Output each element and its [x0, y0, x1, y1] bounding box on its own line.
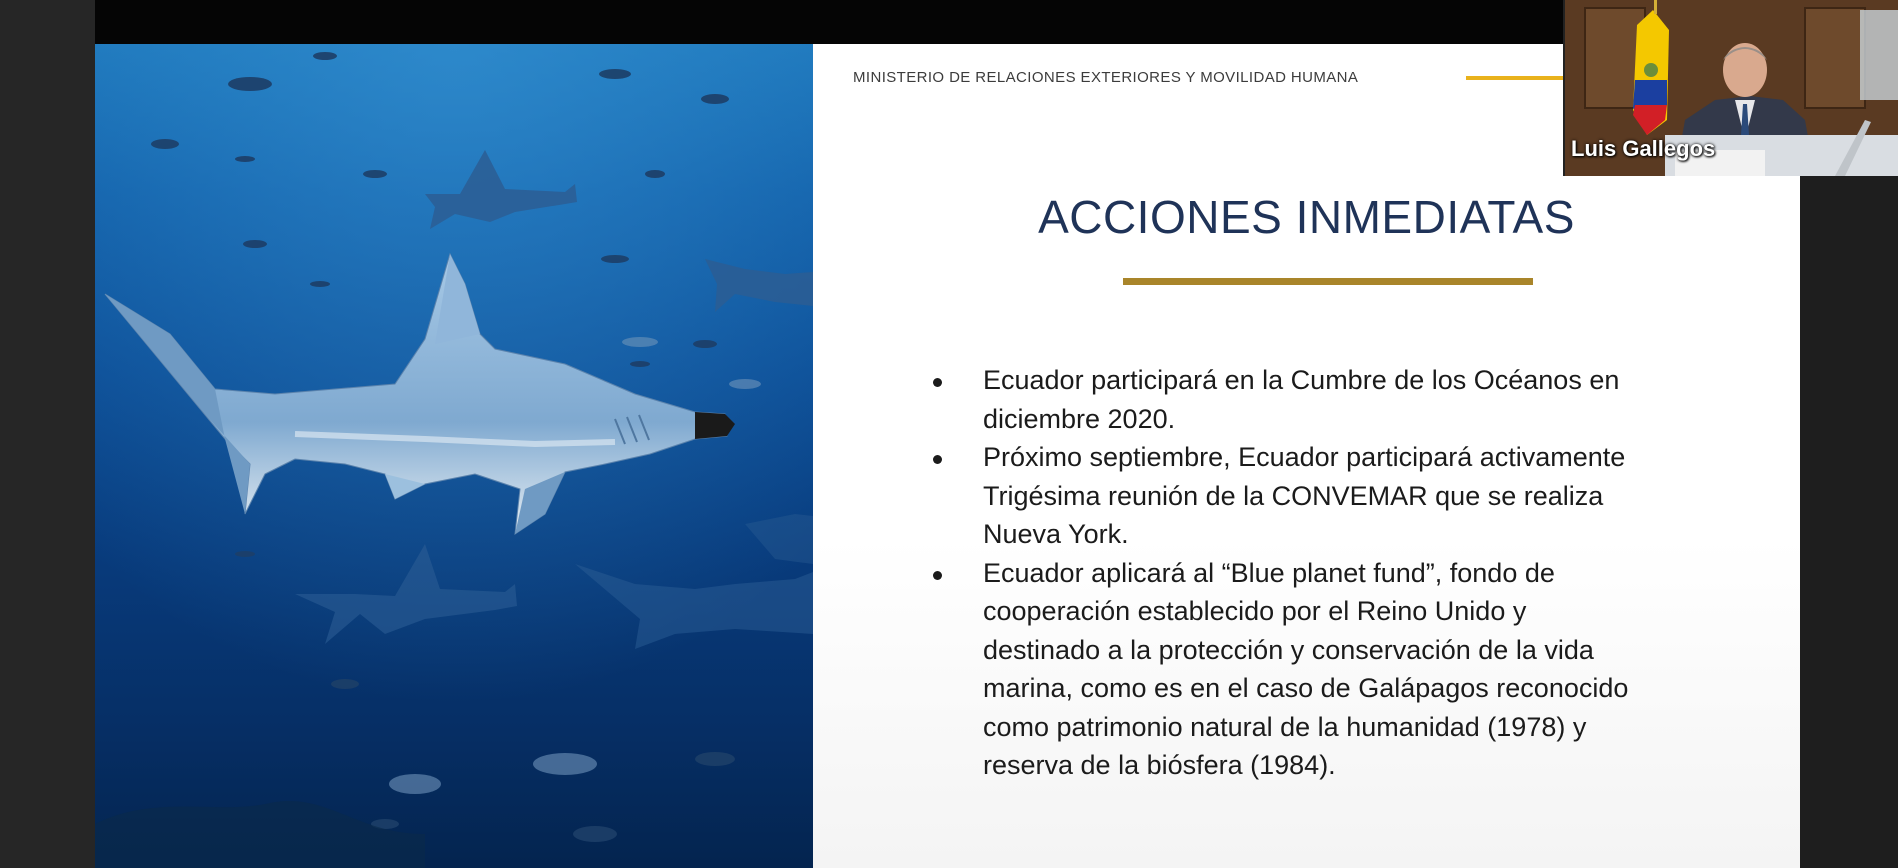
presentation-slide: [95, 44, 1800, 868]
bullet-dot-icon: [933, 378, 942, 387]
title-underline: [1123, 278, 1533, 285]
bullet-dot-icon: [933, 571, 942, 580]
shark-illustration: [95, 44, 813, 868]
bullet-text: Próximo septiembre, Ecuador participará activamente Trigésima reunión de la CONVEMAR que se realiza Nueva York.: [983, 442, 1626, 549]
ministry-header: MINISTERIO DE RELACIONES EXTERIORES Y MOVILIDAD HUMANA: [853, 69, 1359, 86]
bullet-item: [933, 438, 1793, 554]
bullet-list: [933, 361, 1793, 785]
bullet-text: Ecuador participará en la Cumbre de los Océanos en diciembre 2020.: [983, 365, 1620, 434]
header-accent-line: [1466, 76, 1576, 80]
window-left-margin: [0, 0, 95, 868]
slide-title: ACCIONES INMEDIATAS: [1038, 191, 1575, 243]
hammerhead-shark-photo: [95, 44, 813, 868]
bullet-item: [933, 554, 1793, 785]
window-top-bar: [95, 0, 1800, 44]
participant-name-label: Luis Gallegos: [1571, 136, 1716, 161]
participant-video-tile[interactable]: [1563, 0, 1898, 176]
bullet-item: [933, 361, 1793, 438]
bullet-dot-icon: [933, 455, 942, 464]
bullet-text: Ecuador aplicará al “Blue planet fund”, fondo de cooperación establecido por el Reino Unido y destinado a la protección y conservación de la vida marina, como es en el caso de Galápagos reconocido como patrimonio natural de la humanidad (1978) y reserva de la biósfera (1984).: [983, 557, 1629, 780]
